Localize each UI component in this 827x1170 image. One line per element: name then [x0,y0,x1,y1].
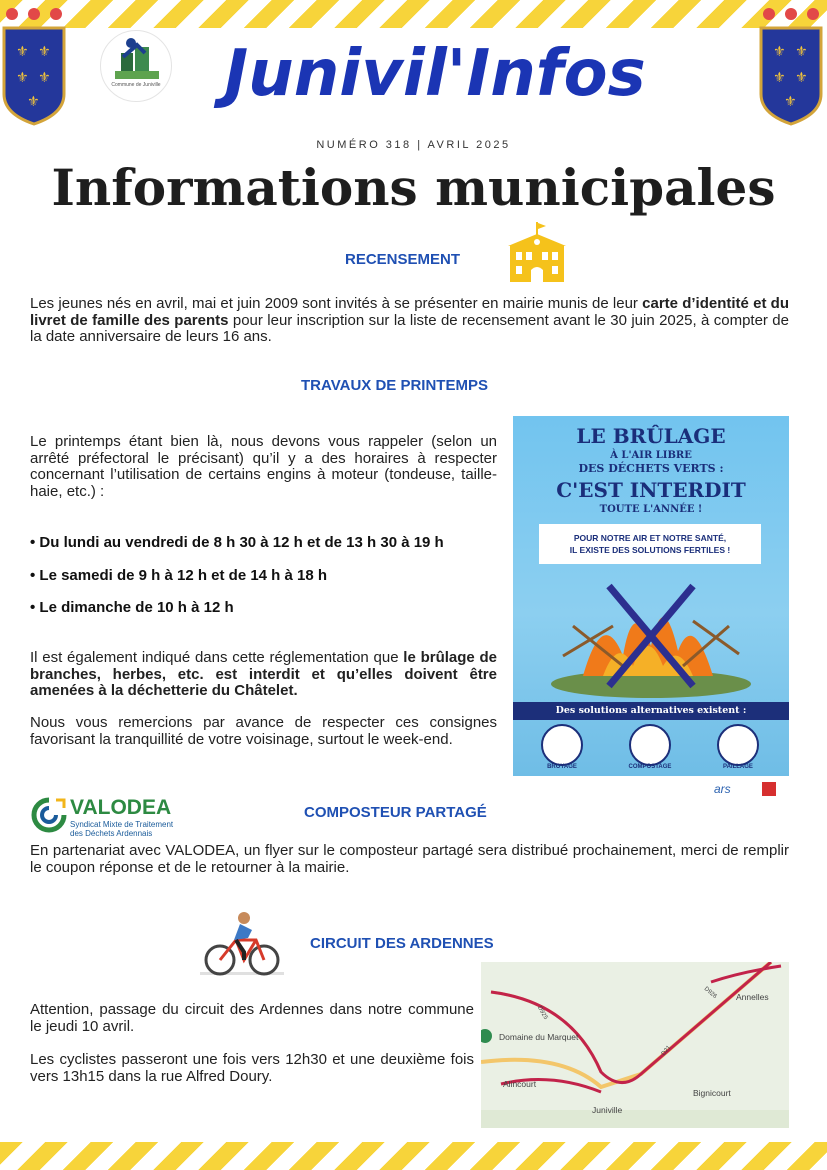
bullet-saturday: • Le samedi de 9 h à 12 h et de 14 h à 18 h [30,567,328,584]
poster-box-line2: IL EXISTE DES SOLUTIONS FERTILES ! [569,545,731,555]
paillage-icon [717,724,759,766]
compostage-icon [629,724,671,766]
composteur-title: COMPOSTEUR PARTAGÉ [304,804,487,821]
svg-text:⚜: ⚜ [795,70,808,86]
town-hall-icon [500,220,566,286]
poster-option-compostage: COMPOSTAGE [628,764,672,770]
map-road-d925: D925 [535,1005,549,1021]
ars-logo: ars [714,782,731,796]
circuit-text1: Attention, passage du circuit des Ardennes dans notre commune le jeudi 10 avril. [30,1001,474,1035]
recensement-text-end: pour leur inscription sur la liste de recensement avant le 30 juin 2025, à compter de la date anniversaire de leurs 16 ans. [30,311,789,345]
svg-text:⚜: ⚜ [795,44,808,60]
bullet-weekdays: • Du lundi au vendredi de 8 h 30 à 12 h et de 13 h 30 à 19 h [30,534,444,551]
map-road-d926: D926 [702,986,718,1000]
poster-line2: À L'AIR LIBRE [610,450,692,461]
travaux-rule-start: Il est également indiqué dans cette réglementation que [30,649,404,666]
valodea-swirl-icon [30,796,68,834]
poster-option-broyage: BROYAGE [547,764,577,770]
travaux-rule [30,650,497,700]
partner-logos [712,780,788,800]
burning-ban-poster [513,416,789,776]
svg-text:⚜: ⚜ [773,70,786,86]
valodea-subtitle-line2: des Déchets Ardennais [70,829,153,838]
svg-text:⚜: ⚜ [38,44,51,60]
broyage-icon [541,724,583,766]
valodea-subtitle-line1: Syndicat Mixte de Traitement [70,820,174,829]
map-road-d21: D21 [660,1044,673,1058]
poster-message-box [539,524,761,564]
poster-line5: TOUTE L'ANNÉE ! [599,504,703,515]
poster-box-line1: POUR NOTRE AIR ET NOTRE SANTÉ, [573,533,727,543]
map-label-domaine: Domaine du Marquet [499,1032,579,1042]
recensement-text-start: Les jeunes nés en avril, mai et juin 2009 sont invités à se présenter en mairie munis de leur [30,295,643,312]
svg-text:⚜: ⚜ [784,94,797,110]
poster-alternatives-bar: Des solutions alternatives existent : [513,702,789,720]
cyclist-icon [200,910,284,978]
poster-line3: DES DÉCHETS VERTS : [578,462,724,475]
travaux-intro: Le printemps étant bien là, nous devons vous rappeler (selon un arrêté préfectoral le précisant) qu’il y a des horaires à respecter concernant l’utilisation de certains engins à moteur (tondeuse, taille-haie, etc.) : [30,433,497,500]
recensement-text-bold: carte d’identité et du livret de famille des parents [30,295,789,329]
map-label-bignicourt: Bignicourt [693,1088,731,1098]
recensement-title: RECENSEMENT [345,251,461,268]
travaux-rule-bold: le brûlage de branches, herbes, etc. est interdit et qu’elles doivent être amenées à la déchetterie du Châtelet. [30,649,498,699]
composteur-text: En partenariat avec VALODEA, un flyer sur le composteur partagé sera distribué prochainement, merci de remplir le coupon réponse et de le retourner à la mairie. [30,842,789,876]
logo-caption: Commune de Juniville [111,82,161,88]
route-map-drawing [481,962,789,1128]
map-label-alincourt: Alincourt [503,1079,537,1089]
masthead-title: Junivil'Infos [224,37,646,111]
svg-text:⚜: ⚜ [16,44,29,60]
coat-of-arms-left-icon [0,4,68,126]
travaux-title: TRAVAUX DE PRINTEMPS [301,377,488,394]
route-map [481,962,789,1128]
valodea-subtitle [70,820,173,838]
commune-logo-icon [101,31,172,102]
coat-of-arms-right-icon [757,4,825,126]
poster-line1: LE BRÛLAGE [576,424,726,448]
fire-crossed-icon [543,566,759,700]
bullet-sunday: • Le dimanche de 10 h à 12 h [30,599,234,616]
recensement-text [30,296,789,346]
circuit-text2: Les cyclistes passeront une fois vers 12h30 et une deuxième fois vers 13h15 dans la rue Alfred Doury. [30,1051,474,1085]
top-stripe-banner [0,0,827,28]
circuit-title: CIRCUIT DES ARDENNES [310,935,494,952]
svg-text:⚜: ⚜ [773,44,786,60]
map-label-juniville: Juniville [592,1105,623,1115]
svg-text:⚜: ⚜ [38,70,51,86]
poster-option-paillage: PAILLAGE [723,764,753,770]
commune-logo [100,30,172,102]
svg-text:⚜: ⚜ [16,70,29,86]
bottom-stripe-banner [0,1142,827,1170]
valodea-name: VALODEA [70,796,172,819]
travaux-thanks: Nous vous remercions par avance de respecter ces consignes favorisant la tranquillité de votre voisinage, surtout le week-end. [30,714,497,748]
map-label-annelles: Annelles [736,992,769,1002]
svg-text:⚜: ⚜ [27,94,40,110]
page-title: Informations municipales [51,158,776,217]
valodea-logo [30,796,190,836]
issue-number: NUMÉRO 318 | AVRIL 2025 [316,139,511,151]
prefecture-logo-icon [762,782,776,796]
poster-line4: C'EST INTERDIT [556,478,746,502]
